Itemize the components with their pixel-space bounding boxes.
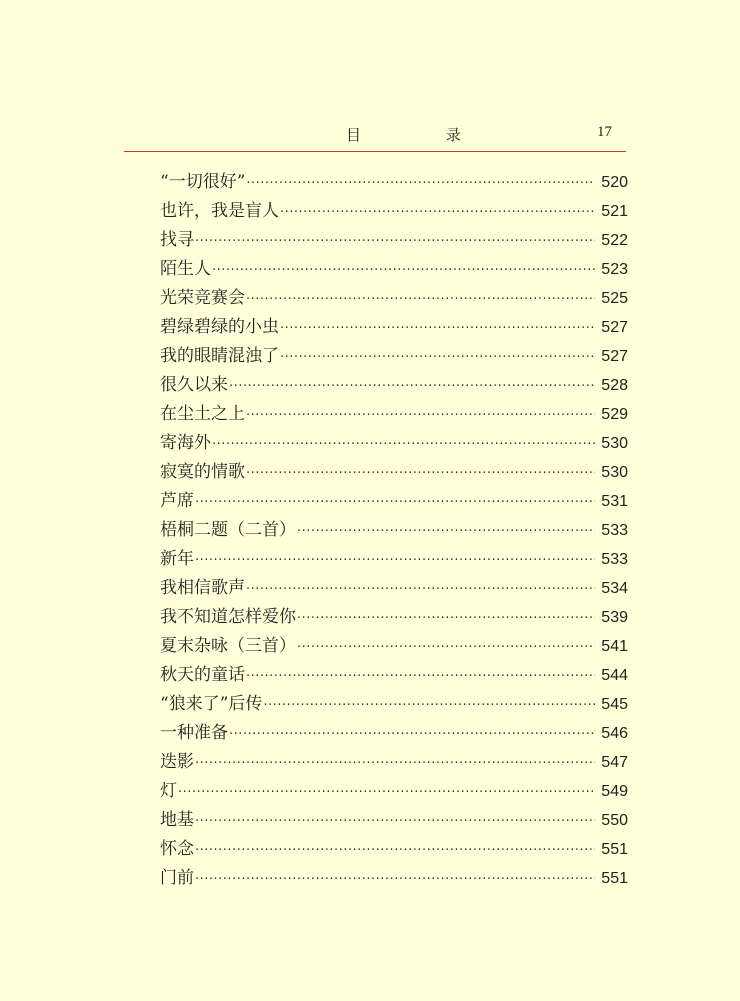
toc-dot-leader bbox=[263, 691, 595, 720]
toc-entry[interactable] bbox=[160, 255, 628, 284]
toc-entry-page: 534 bbox=[601, 580, 628, 597]
table-of-contents bbox=[160, 168, 628, 893]
toc-entry[interactable] bbox=[160, 226, 628, 255]
toc-dot-leader bbox=[297, 517, 595, 546]
toc-entry-page: 551 bbox=[601, 870, 628, 887]
toc-entry-title: 怀念 bbox=[160, 839, 194, 859]
toc-entry-page: 531 bbox=[601, 493, 628, 510]
toc-dot-leader bbox=[246, 459, 595, 488]
toc-entry[interactable] bbox=[160, 748, 628, 777]
toc-entry[interactable] bbox=[160, 632, 628, 661]
toc-entry-title: 迭影 bbox=[160, 752, 194, 772]
toc-entry[interactable] bbox=[160, 545, 628, 574]
toc-entry[interactable] bbox=[160, 806, 628, 835]
toc-entry-title: 陌生人 bbox=[160, 259, 211, 279]
toc-entry-title: 寄海外 bbox=[160, 433, 211, 453]
toc-entry-title: 地基 bbox=[160, 810, 194, 830]
toc-dot-leader bbox=[280, 314, 595, 343]
toc-entry[interactable] bbox=[160, 284, 628, 313]
toc-entry-title: “狼来了”后传 bbox=[160, 694, 263, 714]
toc-entry-title: 我的眼睛混浊了 bbox=[160, 346, 279, 366]
toc-entry-page: 533 bbox=[601, 522, 628, 539]
toc-entry-page: 541 bbox=[601, 638, 628, 655]
toc-entry[interactable] bbox=[160, 661, 628, 690]
toc-dot-leader bbox=[195, 836, 595, 865]
toc-entry-title: 找寻 bbox=[160, 230, 194, 250]
toc-entry-title: 芦席 bbox=[160, 491, 194, 511]
toc-dot-leader bbox=[195, 807, 595, 836]
toc-entry-page: 533 bbox=[601, 551, 628, 568]
toc-dot-leader bbox=[195, 488, 595, 517]
toc-entry-page: 539 bbox=[601, 609, 628, 626]
toc-entry[interactable] bbox=[160, 371, 628, 400]
toc-dot-leader bbox=[195, 749, 595, 778]
toc-dot-leader bbox=[246, 662, 595, 691]
toc-dot-leader bbox=[195, 227, 595, 256]
toc-entry-page: 523 bbox=[601, 261, 628, 278]
toc-entry-page: 527 bbox=[601, 348, 628, 365]
toc-entry[interactable] bbox=[160, 458, 628, 487]
header-title: 目 录 bbox=[346, 126, 501, 144]
toc-entry-page: 529 bbox=[601, 406, 628, 423]
toc-dot-leader bbox=[212, 430, 595, 459]
header-page-number: 17 bbox=[597, 124, 612, 140]
toc-entry-page: 527 bbox=[601, 319, 628, 336]
running-header bbox=[124, 124, 626, 150]
toc-entry-page: 528 bbox=[601, 377, 628, 394]
toc-entry-page: 549 bbox=[601, 783, 628, 800]
toc-dot-leader bbox=[229, 372, 595, 401]
toc-entry-page: 544 bbox=[601, 667, 628, 684]
toc-entry-page: 530 bbox=[601, 464, 628, 481]
toc-dot-leader bbox=[212, 256, 595, 285]
toc-entry-page: 522 bbox=[601, 232, 628, 249]
toc-entry-title: 很久以来 bbox=[160, 375, 228, 395]
toc-dot-leader bbox=[280, 198, 595, 227]
toc-entry[interactable] bbox=[160, 400, 628, 429]
toc-entry-title: 夏末杂咏（三首） bbox=[160, 636, 296, 656]
toc-entry-title: “一切很好” bbox=[160, 172, 246, 192]
toc-dot-leader bbox=[297, 633, 595, 662]
toc-dot-leader bbox=[246, 401, 595, 430]
toc-entry[interactable] bbox=[160, 603, 628, 632]
toc-entry[interactable] bbox=[160, 777, 628, 806]
toc-entry[interactable] bbox=[160, 313, 628, 342]
toc-entry-page: 520 bbox=[601, 174, 628, 191]
toc-entry[interactable] bbox=[160, 864, 628, 893]
toc-dot-leader bbox=[280, 343, 595, 372]
toc-entry-title: 门前 bbox=[160, 868, 194, 888]
toc-entry-title: 我不知道怎样爱你 bbox=[160, 607, 296, 627]
toc-entry-page: 550 bbox=[601, 812, 628, 829]
toc-entry-page: 530 bbox=[601, 435, 628, 452]
toc-entry-page: 521 bbox=[601, 203, 628, 220]
toc-entry[interactable] bbox=[160, 835, 628, 864]
header-rule bbox=[124, 151, 626, 152]
toc-dot-leader bbox=[178, 778, 595, 807]
toc-dot-leader bbox=[246, 285, 595, 314]
toc-entry-page: 551 bbox=[601, 841, 628, 858]
toc-dot-leader bbox=[195, 546, 595, 575]
toc-entry[interactable] bbox=[160, 197, 628, 226]
toc-entry-title: 光荣竞赛会 bbox=[160, 288, 245, 308]
toc-entry-title: 我相信歌声 bbox=[160, 578, 245, 598]
toc-entry-title: 寂寞的情歌 bbox=[160, 462, 245, 482]
toc-entry[interactable] bbox=[160, 342, 628, 371]
toc-entry[interactable] bbox=[160, 487, 628, 516]
toc-entry-page: 546 bbox=[601, 725, 628, 742]
toc-dot-leader bbox=[195, 865, 595, 894]
toc-entry-title: 新年 bbox=[160, 549, 194, 569]
toc-entry[interactable] bbox=[160, 516, 628, 545]
toc-entry-page: 525 bbox=[601, 290, 628, 307]
toc-entry-title: 灯 bbox=[160, 781, 177, 801]
toc-entry-title: 一种准备 bbox=[160, 723, 228, 743]
toc-entry-title: 秋天的童话 bbox=[160, 665, 245, 685]
toc-entry[interactable] bbox=[160, 168, 628, 197]
toc-dot-leader bbox=[297, 604, 595, 633]
toc-entry-page: 545 bbox=[601, 696, 628, 713]
toc-entry[interactable] bbox=[160, 574, 628, 603]
toc-entry-page: 547 bbox=[601, 754, 628, 771]
toc-entry[interactable] bbox=[160, 719, 628, 748]
toc-entry[interactable] bbox=[160, 429, 628, 458]
toc-entry-title: 碧绿碧绿的小虫 bbox=[160, 317, 279, 337]
toc-entry-title: 梧桐二题（二首） bbox=[160, 520, 296, 540]
toc-entry[interactable] bbox=[160, 690, 628, 719]
toc-dot-leader bbox=[246, 575, 595, 604]
toc-dot-leader bbox=[229, 720, 595, 749]
toc-entry-title: 也许，我是盲人 bbox=[160, 201, 279, 221]
toc-dot-leader bbox=[246, 169, 595, 198]
toc-entry-title: 在尘土之上 bbox=[160, 404, 245, 424]
